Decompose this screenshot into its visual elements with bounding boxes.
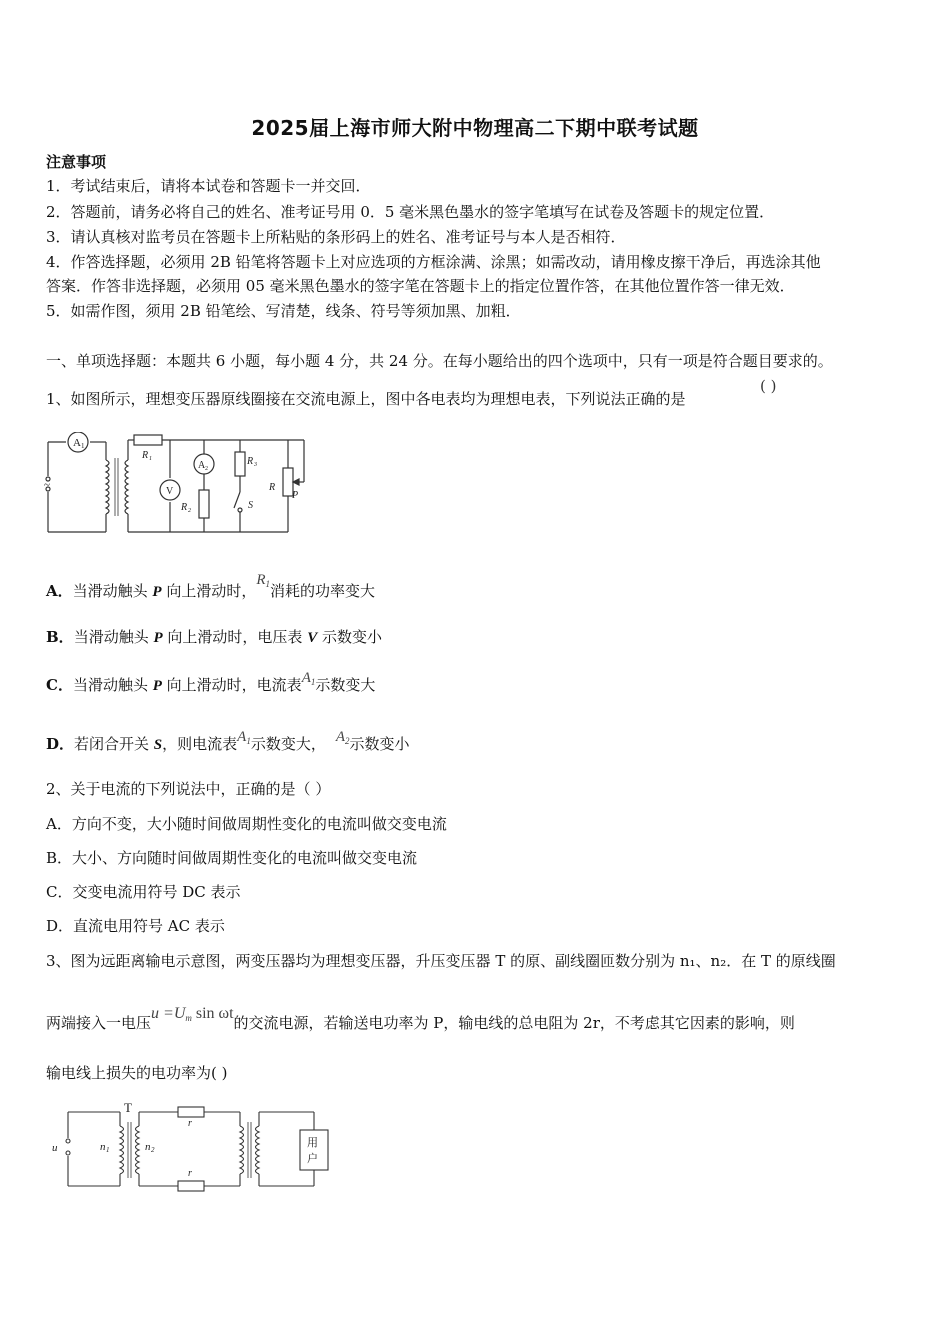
label-n1-sub: 1: [106, 1146, 110, 1154]
primary-circuit: [48, 442, 118, 532]
formula: $u =U_m$ sin ωt: [151, 1005, 234, 1023]
switch-s-icon: [234, 492, 242, 512]
label-user-2: 户: [307, 1153, 318, 1165]
label-r-bottom: r: [188, 1168, 192, 1179]
text: 两端接入一电压: [46, 1014, 152, 1032]
label-a1-sub: 1: [81, 442, 85, 450]
ac-source-symbol: ~: [44, 479, 50, 491]
resistor-r3-icon: [235, 452, 245, 476]
label-a2-sub: 2: [205, 466, 208, 472]
label-n2-sub: 2: [151, 1146, 155, 1154]
option-text: 消耗的功率变大: [270, 582, 376, 600]
question-3-stem: 3、图为远距离输电示意图，两变压器均为理想变压器，升压变压器 T 的原、副线圈匝数分别为 n₁、n₂．在 T 的原线圈: [46, 952, 836, 970]
resistor-r1-icon: [134, 435, 162, 445]
q2-option: C．交变电流用符号 DC 表示: [46, 883, 241, 901]
option-label: D．: [46, 735, 75, 753]
option-text: 示数变小: [349, 735, 410, 753]
notice-item: 4．作答选择题，必须用 2B 铅笔将答题卡上对应选项的方框涂满、涂黑；如需改动，请用橡皮擦干净后，再选涂其他: [46, 253, 821, 271]
label-a1: A: [73, 437, 81, 449]
label-r3: R: [247, 456, 254, 467]
label-p: P: [292, 490, 299, 501]
question-3-line2: [46, 1005, 795, 1039]
label-r1: R: [142, 450, 149, 461]
label-a2: A: [198, 460, 206, 471]
section-heading: 一、单项选择题：本题共 6 小题，每小题 4 分，共 24 分。在每小题给出的四个选项中，只有一项是符合题目要求的。: [46, 352, 833, 370]
option-text: 向上滑动时，: [161, 582, 257, 600]
option-text: 示数变小: [317, 628, 382, 646]
label-u: u: [52, 1142, 58, 1154]
resistor-r-top-icon: [178, 1107, 204, 1117]
notice-item: 2．答题前，请务必将自己的姓名、准考证号用 0．5 毫米黑色墨水的签字笔填写在试卷及答题卡的规定位置．: [46, 203, 775, 221]
question-2-stem: 2、关于电流的下列说法中，正确的是（ ）: [46, 780, 331, 798]
terminal-icon: [66, 1151, 70, 1155]
variable: P: [152, 584, 162, 600]
resistor-r-bottom-icon: [178, 1181, 204, 1191]
label-r: R: [269, 482, 276, 493]
option-text: 当滑动触头: [73, 628, 154, 646]
notice-item: 1．考试结束后，请将本试卷和答题卡一并交回．: [46, 177, 371, 195]
q2-option: D．直流电用符号 AC 表示: [46, 917, 225, 935]
transmission-diagram-q3: [44, 1098, 330, 1194]
label-r2: R: [181, 502, 188, 513]
q2-option: B．大小、方向随时间做周期性变化的电流叫做交变电流: [46, 849, 418, 867]
notice-item: 3．请认真核对监考员在答题卡上所粘贴的条形码上的姓名、准考证号与本人是否相符．: [46, 228, 626, 246]
symbol: $R_1$: [256, 572, 271, 589]
option-text: 示数变大，: [250, 735, 326, 753]
text: 的交流电源，若输送电功率为 P，输电线的总电阻为 2r，不考虑其它因素的影响，则: [233, 1014, 795, 1032]
q1-option-b: [46, 626, 382, 649]
option-text: 当滑动触头: [72, 676, 153, 694]
option-text: 向上滑动时，电压表: [162, 628, 308, 646]
answer-bracket: ( ): [760, 377, 777, 395]
q1-option-a: [46, 572, 376, 607]
q2-option: A．方向不变，大小随时间做周期性变化的电流叫做交变电流: [46, 815, 447, 833]
variable: S: [153, 737, 163, 753]
q1-option-d: [46, 729, 410, 760]
label-n1: n: [100, 1141, 106, 1153]
symbol: $A_1$: [237, 729, 251, 746]
option-text: 示数变大: [315, 676, 376, 694]
terminal-icon: [66, 1139, 70, 1143]
page-title: 2025届上海市师大附中物理高二下期中联考试题: [251, 116, 699, 140]
label-v: V: [166, 486, 174, 497]
label-r3-sub: 3: [254, 462, 257, 468]
slider-p-icon: [293, 479, 299, 485]
notice-item: 答案．作答非选择题，必须用 05 毫米黑色墨水的签字笔在答题卡上的指定位置作答，在其他位置作答一律无效．: [46, 277, 795, 295]
option-text: 当滑动触头: [72, 582, 153, 600]
symbol: $A_2$: [335, 729, 350, 746]
label-user-1: 用: [307, 1137, 318, 1149]
option-text: 向上滑动时，电流表: [161, 676, 302, 694]
label-t: T: [124, 1100, 132, 1115]
option-label: A．: [46, 582, 73, 600]
option-text: 若闭合开关: [74, 735, 154, 753]
variable: P: [153, 630, 163, 646]
q1-option-c: [46, 670, 376, 701]
notice-heading: 注意事项: [46, 153, 107, 171]
question-3-line3: 输电线上损失的电功率为( ): [46, 1064, 228, 1082]
notice-item: 5．如需作图，须用 2B 铅笔绘、写清楚，线条、符号等须加黑、加粗．: [46, 302, 521, 320]
label-r-top: r: [188, 1118, 192, 1129]
option-label: C．: [46, 676, 73, 694]
option-text: ，则电流表: [162, 735, 238, 753]
transmission-line: [136, 1112, 315, 1186]
label-r2-sub: 2: [188, 508, 191, 514]
label-n2: n: [145, 1141, 151, 1153]
variable: P: [152, 678, 162, 694]
circuit-diagram-q1: [44, 432, 310, 536]
label-r1-sub: 1: [149, 456, 152, 462]
label-s: S: [248, 500, 253, 511]
resistor-r2-icon: [199, 490, 209, 518]
symbol: $A_1$: [301, 670, 316, 687]
option-label: B．: [46, 628, 74, 646]
question-1-stem: 1、如图所示，理想变压器原线圈接在交流电源上，图中各电表均为理想电表，下列说法正确的是: [46, 390, 686, 408]
variable: V: [307, 630, 318, 646]
secondary-circuit: [125, 440, 304, 532]
